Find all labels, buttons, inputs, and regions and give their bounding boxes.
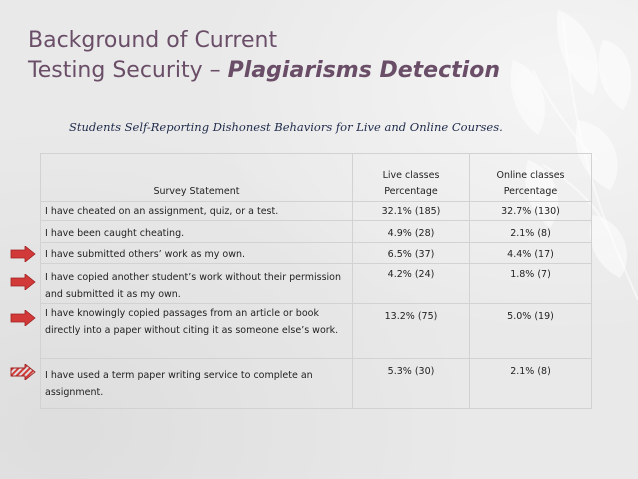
row-live-percentage: 4.2% (24) <box>353 264 470 304</box>
striped-arrow-right-icon <box>10 364 36 380</box>
header-online-line1: Online classes <box>496 170 565 181</box>
row-statement: I have cheated on an assignment, quiz, or a test. <box>41 202 353 221</box>
title-line-2-emphasis: Plagiarisms Detection <box>227 58 500 83</box>
row-live-percentage: 32.1% (185) <box>353 202 470 221</box>
row-online-percentage: 5.0% (19) <box>470 304 592 359</box>
row-statement: I have submitted others’ work as my own. <box>41 243 353 264</box>
row-live-percentage: 4.9% (28) <box>353 221 470 243</box>
row-live-percentage: 13.2% (75) <box>353 304 470 359</box>
header-survey-statement: Survey Statement <box>41 154 353 202</box>
table-row <box>41 243 592 264</box>
table-row <box>41 221 592 243</box>
table-row <box>41 359 592 409</box>
row-online-percentage: 32.7% (130) <box>470 202 592 221</box>
row-statement: I have copied another student’s work without their permission and submitted it as my own. <box>41 264 353 304</box>
header-online-classes <box>470 154 592 202</box>
header-live-line1: Live classes <box>382 170 440 181</box>
arrow-right-icon <box>10 274 36 290</box>
table-row <box>41 304 592 359</box>
row-online-percentage: 4.4% (17) <box>470 243 592 264</box>
table-row <box>41 202 592 221</box>
row-live-percentage: 5.3% (30) <box>353 359 470 409</box>
row-statement: I have knowingly copied passages from an article or book directly into a paper without citing it as someone else’s work. <box>41 304 353 359</box>
table-header-row <box>41 154 592 202</box>
table-caption: Students Self-Reporting Dishonest Behaviors for Live and Online Courses. <box>69 120 503 134</box>
arrow-right-icon <box>10 310 36 326</box>
title-line-1: Background of Current <box>28 28 278 53</box>
row-online-percentage: 2.1% (8) <box>470 359 592 409</box>
row-statement: I have used a term paper writing service to complete an assignment. <box>41 359 353 409</box>
title-line-2-prefix: Testing Security – <box>28 58 228 83</box>
row-online-percentage: 2.1% (8) <box>470 221 592 243</box>
slide-title <box>28 26 500 86</box>
header-live-classes <box>353 154 470 202</box>
row-statement: I have been caught cheating. <box>41 221 353 243</box>
survey-table <box>40 153 592 409</box>
table-row <box>41 264 592 304</box>
header-live-line2: Percentage <box>384 186 438 197</box>
row-online-percentage: 1.8% (7) <box>470 264 592 304</box>
header-online-line2: Percentage <box>503 186 558 197</box>
arrow-right-icon <box>10 246 36 262</box>
row-live-percentage: 6.5% (37) <box>353 243 470 264</box>
